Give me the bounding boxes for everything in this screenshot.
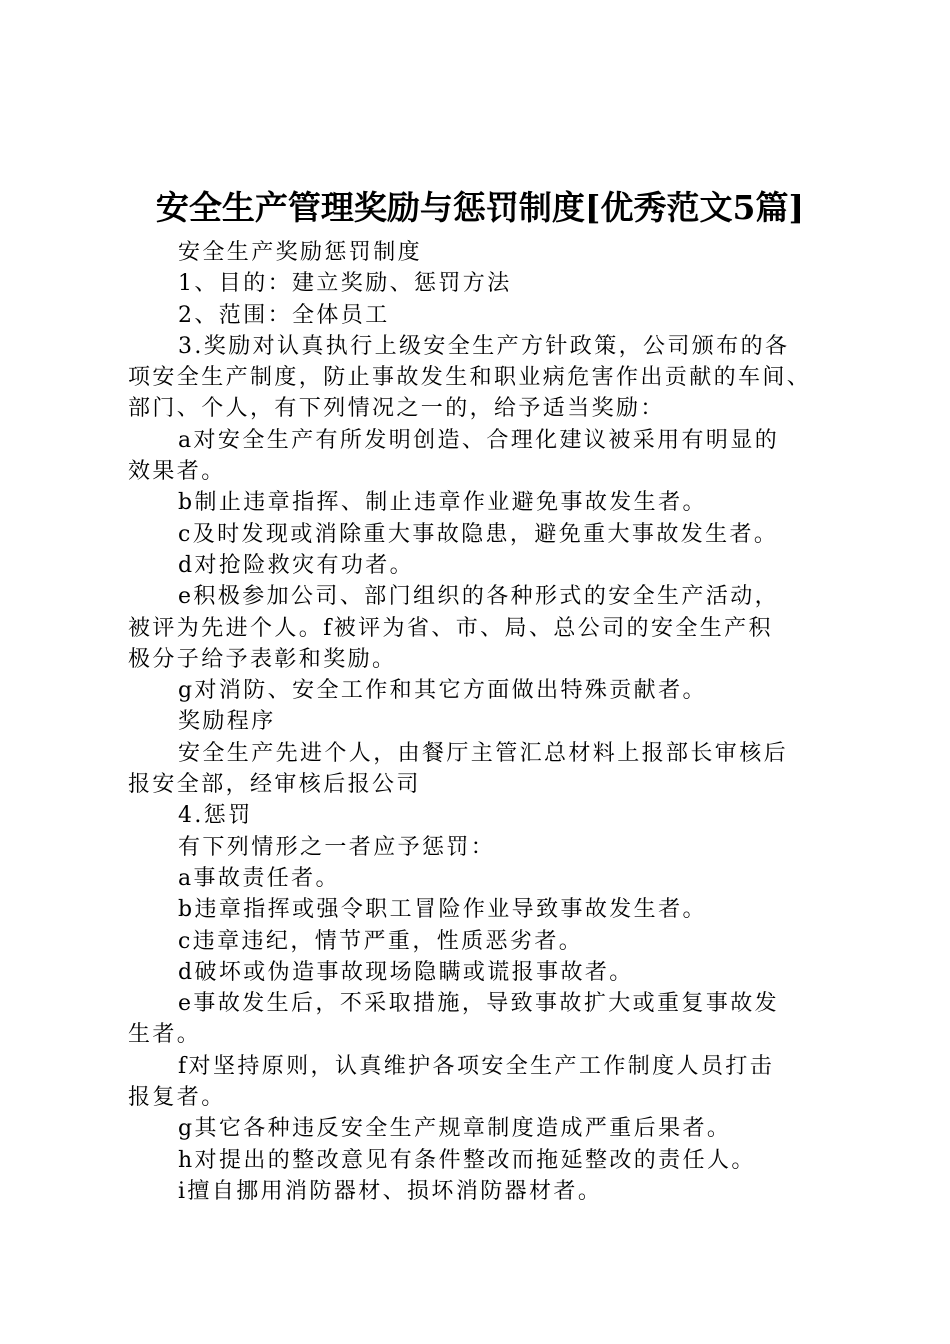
paragraph-line: 部门、个人，有下列情况之一的，给予适当奖励： [128,396,665,422]
paragraph-line: f对坚持原则，认真维护各项安全生产工作制度人员打击 [178,1053,775,1079]
paragraph-line: 项安全生产制度，防止事故发生和职业病危害作出贡献的车间、 [128,365,812,391]
paragraph-line: i擅自挪用消防器材、损坏消防器材者。 [178,1178,603,1204]
body-paragraph [128,487,828,518]
body-paragraph [128,300,828,331]
body-paragraph [128,738,828,801]
paragraph-line: d破坏或伪造事故现场隐瞒或谎报事故者。 [178,959,634,985]
paragraph-line: 报复者。 [128,1085,226,1111]
paragraph-line: a对安全生产有所发明创造、合理化建议被采用有明显的 [178,427,780,453]
paragraph-line: g其它各种违反安全生产规章制度造成严重后果者。 [178,1116,732,1142]
document-title: 安全生产管理奖励与惩罚制度[优秀范文5篇] [155,188,805,227]
body-paragraph [128,237,828,268]
paragraph-line: 奖励程序 [178,709,276,735]
paragraph-line: c违章违纪，情节严重，性质恶劣者。 [178,928,584,954]
paragraph-line: 4.惩罚 [178,803,253,829]
paragraph-line: b违章指挥或强令职工冒险作业导致事故发生者。 [178,897,707,923]
paragraph-line: 报安全部，经审核后报公司 [128,772,421,798]
paragraph-line: 安全生产先进个人，由餐厅主管汇总材料上报部长审核后 [178,740,789,766]
body-paragraph [128,832,828,863]
body-paragraph [128,894,828,925]
paragraph-line: b制止违章指挥、制止违章作业避免事故发生者。 [178,490,707,516]
paragraph-line: h对提出的整改意见有条件整改而拖延整改的责任人。 [178,1147,756,1173]
paragraph-line: c及时发现或消除重大事故隐患，避免重大事故发生者。 [178,521,779,547]
paragraph-line: a事故责任者。 [178,865,340,891]
document-body [128,237,828,1207]
body-paragraph [128,800,828,831]
paragraph-line: 效果者。 [128,459,226,485]
paragraph-line: 生者。 [128,1022,202,1048]
body-paragraph [128,988,828,1051]
paragraph-line: g对消防、安全工作和其它方面做出特殊贡献者。 [178,678,707,704]
body-paragraph [128,425,828,488]
body-paragraph [128,863,828,894]
body-paragraph [128,1051,828,1114]
body-paragraph [128,1176,828,1207]
paragraph-line: 极分子给予表彰和奖励。 [128,646,397,672]
paragraph-line: e事故发生后，不采取措施，导致事故扩大或重复事故发 [178,991,780,1017]
body-paragraph [128,268,828,299]
paragraph-line: 安全生产奖励惩罚制度 [178,240,423,265]
paragraph-line: 被评为先进个人。f被评为省、市、局、总公司的安全生产积 [128,615,773,641]
body-paragraph [128,581,828,675]
paragraph-line: 1、目的：建立奖励、惩罚方法 [178,271,512,297]
body-paragraph [128,1145,828,1176]
body-paragraph [128,675,828,706]
paragraph-line: d对抢险救灾有功者。 [178,552,415,578]
body-paragraph [128,519,828,550]
body-paragraph [128,1113,828,1144]
paragraph-line: 3.奖励对认真执行上级安全生产方针政策，公司颁布的各 [178,333,790,359]
body-paragraph [128,957,828,988]
paragraph-line: e积极参加公司、部门组织的各种形式的安全生产活动， [178,584,780,610]
paragraph-line: 有下列情形之一者应予惩罚： [178,834,496,860]
body-paragraph [128,706,828,737]
paragraph-line: 2、范围：全体员工 [178,302,390,328]
body-paragraph [128,926,828,957]
body-paragraph [128,331,828,425]
body-paragraph [128,550,828,581]
